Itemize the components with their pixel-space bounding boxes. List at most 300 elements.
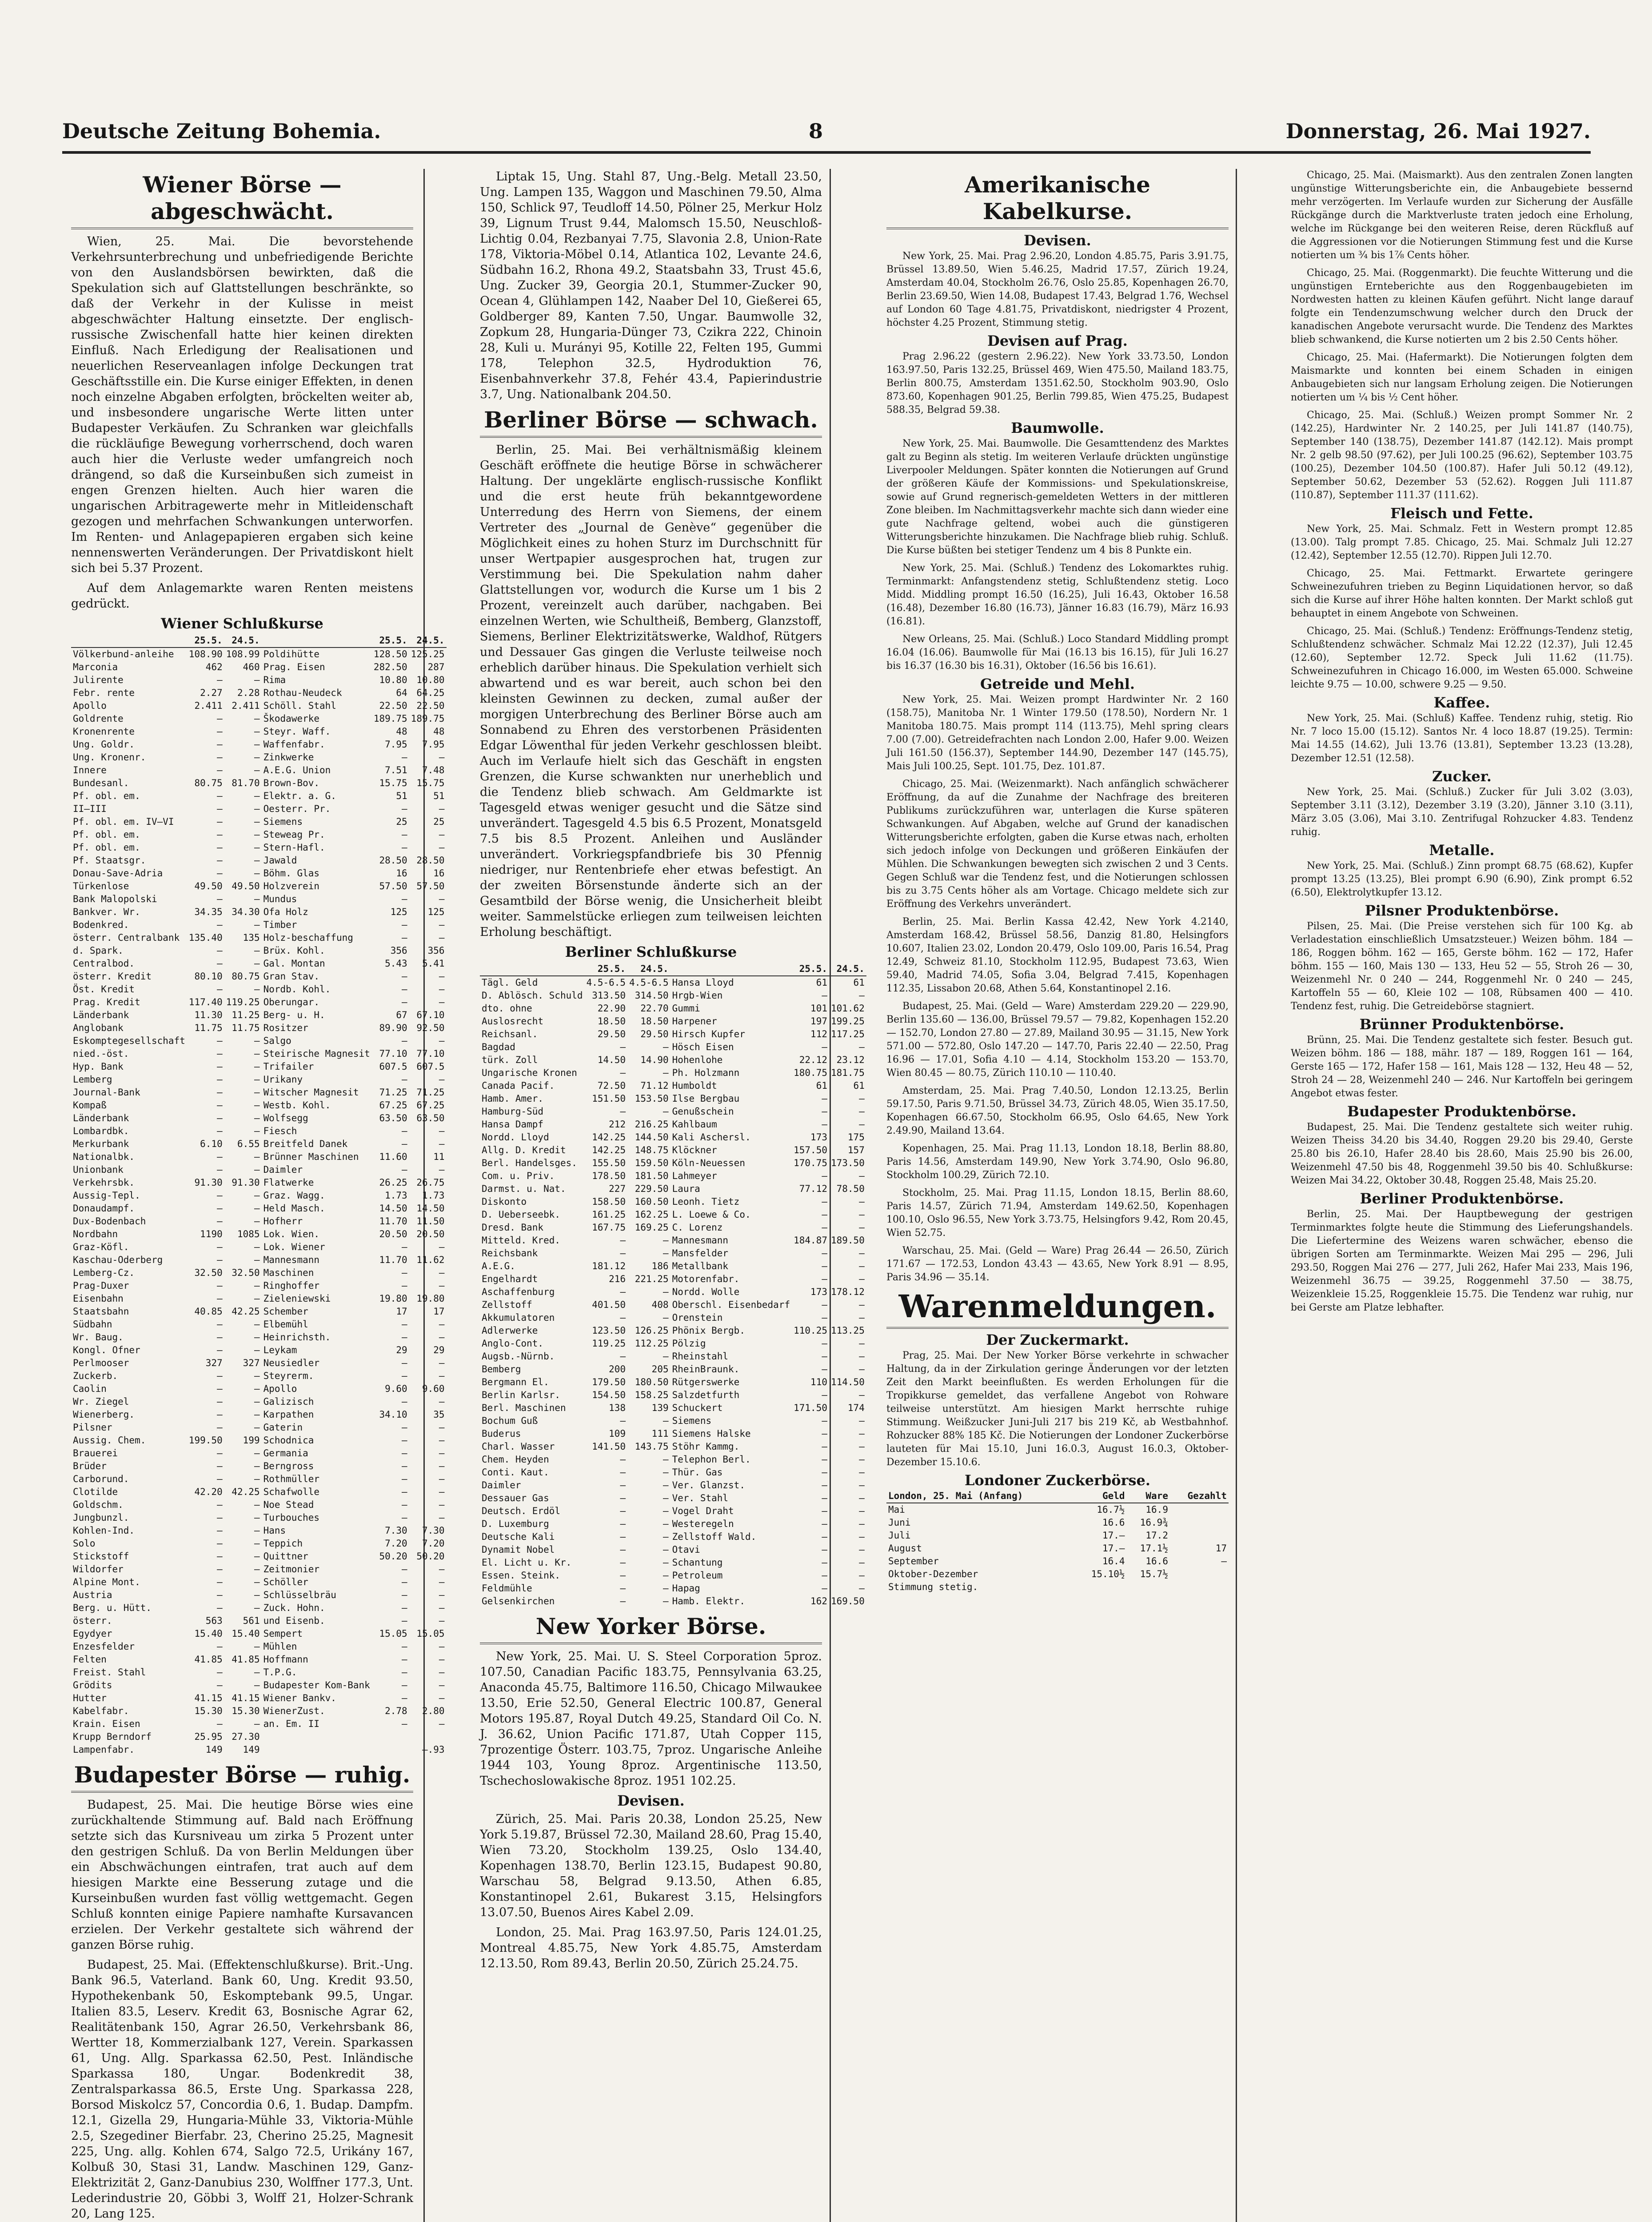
- table-cell: 7.30: [385, 1525, 407, 1536]
- table-cell: —: [822, 1506, 827, 1516]
- article-paragraph: New York, 25. Mai. Schmalz. Fett in Western prompt 12.85 (13.00). Talg prompt 7.85. Chicago, 25. Mai. Schmalz Juli 12.27 (12.42), September 12.55 (12.70). Rippen Juli 12.70.: [1291, 524, 1633, 561]
- article-paragraph: Berlin, 25. Mai. Bei verhältnismäßig kleinem Geschäft eröffnete die heutige Börse in schwächerer Haltung. Der ungeklärte englisch-russische Konflikt und die erst heute früh bekanntgewordene Unterredung des Herrn von Siemens, der einem Vertreter des „Journal de Genève“ gegenüber die Möglichkeit eines zu hohen Sturz im Durchschnitt für unser Wertpapier ausgesprochen hat, trugen zur Verstimmung bei. Die Spekulation nahm daher Glattstellungen vor, wodurch die Kurse um 1 bis 2 Prozent, vereinzelt auch darüber, nachgaben. Bei einzelnen Werten, wie Schultheiß, Bemberg, Glanzstoff, Siemens, Berliner Elektrizitätswerke, Waldhof, Rütgers und Dessauer Gas gingen die Verluste teilweise noch erheblich darüber hinaus. Die Spekulation verhielt sich abwartend und es war bereit, auch schon bei den kleinsten Gewinnen zu decken, zumal außer der morgigen Unterbrechung des Berliner Börse auch am Sonnabend zu Ehren des verstorbenen Präsidenten Edgar Löwenthal für jeden Verkehr geschlossen bleibt. Auch im Verlaufe hielt sich das Geschäft in engsten Grenzen, die Kurse schwankten nur unerheblich und die Tendenz blieb schwach. Am Geldmarkte ist Tagesgeld etwas weniger gesucht und die Sätze sind unverändert. Tagesgeld 4.5 bis 6.5 Prozent, Monatsgeld 7.5 bis 8.5 Prozent. Anleihen und Ausländer unverändert. Vorkriegspfandbriefe bis 30 Pfennig niedriger, nur Rentenbriefe eher etwas befestigt. An der zweiten Börsenstunde änderte sich an der Gesamtbild der Börse wenig, die Unsicherheit bleibt weiter. Sammelstücke erliegen zum teilweisen leichten Erholung beschäftigt.: [480, 443, 822, 939]
- table-cell: —: [254, 1164, 260, 1175]
- table-cell: —: [402, 1603, 407, 1613]
- table-cell: —: [822, 1441, 827, 1452]
- article-paragraph: Wien, 25. Mai. Die bevorstehende Verkehrsunterbrechung und unbefriedigende Berichte von den Auslandsbörsen bewirkten, daß die Spekulation sich auf Glattstellungen beschränkte, so daß der Verkehr in der Kulisse in meist abgeschwächter Haltung einsetzte. Der englisch-russische Zwischenfall hatte hier keinen direkten Einfluß. Nach Erledigung der Realisationen und neuerlichen Reserveanlagen infolge Deckungen trat Geschäftsstille ein. Die Kurse einiger Effekten, in denen noch einzelne Abgaben erfolgten, bröckelten weiter ab, und insbesondere ungarische Werte litten unter Budapester Verkäufen. Zu Schranken war gleichfalls die rückläufige Bewegung vorherrschend, doch waren auch hier die Verluste weder umfangreich noch drängend, so daß die Kurseinbußen sich zumeist in engen Grenzen hielten. Auch hier waren die ungarischen Arbitragewerte mehr in Mitleidenschaft gezogen und mehrfachen Schwankungen unterworfen. Im Renten- und Anlagepapieren ergaben sich keine nennenswerten Veränderungen. Der Privatdiskont hielt sich bei 5.37 Prozent.: [71, 235, 413, 575]
- table-cell: —: [1221, 1556, 1227, 1567]
- masthead-date: Donnerstag, 26. Mai 1927.: [1285, 119, 1591, 143]
- table-row: [886, 1503, 1229, 1516]
- table-cell: —: [254, 919, 260, 930]
- table-cell: Gelsenkirchen: [482, 1596, 555, 1607]
- table-cell: 563: [205, 1615, 223, 1626]
- table-cell: —: [217, 919, 223, 930]
- table-row: [480, 1389, 866, 1402]
- table-cell: Auslosrecht: [482, 1016, 544, 1027]
- table-cell: —: [217, 765, 223, 775]
- table-cell: —: [859, 1480, 865, 1491]
- table-cell: 153.50: [634, 1093, 669, 1104]
- table-cell: —: [402, 1564, 407, 1575]
- table-cell: Lemberg-Cz.: [73, 1267, 135, 1278]
- table-cell: 20.50: [379, 1229, 407, 1239]
- table-cell: Berlin Karlsr.: [482, 1390, 561, 1400]
- table-cell: —: [620, 1042, 626, 1052]
- table-cell: —: [254, 1590, 260, 1600]
- table-cell: 28.50: [416, 855, 445, 866]
- table-row: [71, 1305, 447, 1318]
- table-cell: 72.50: [597, 1080, 626, 1091]
- table-cell: Hansa Lloyd: [672, 977, 734, 988]
- subheading-kaffee: Kaffee.: [1433, 694, 1490, 711]
- table-cell: Kahlbaum: [672, 1119, 717, 1130]
- table-cell: Berl. Handelsges.: [482, 1158, 577, 1168]
- table-cell: —: [859, 1467, 865, 1478]
- table-cell: —: [402, 894, 407, 904]
- table-cell: —: [822, 1570, 827, 1581]
- table-row: [480, 1299, 866, 1311]
- table-cell: Telephon Berl.: [672, 1454, 751, 1465]
- table-cell: Pf. Staatsgr.: [73, 855, 146, 866]
- table-cell: 287: [427, 662, 445, 672]
- table-cell: —: [859, 1454, 865, 1465]
- table-cell: —: [439, 1680, 445, 1690]
- table-cell: 167.75: [592, 1222, 626, 1233]
- table-cell: —: [217, 868, 223, 879]
- table-cell: 158.25: [634, 1390, 669, 1400]
- table-cell: —: [822, 1248, 827, 1259]
- table-cell: —: [439, 829, 445, 840]
- table-cell: Journal-Bank: [73, 1087, 140, 1098]
- table-cell: —: [662, 1454, 669, 1465]
- table-row: [71, 1009, 447, 1022]
- table-cell: Kompaß: [73, 1100, 107, 1111]
- table-cell: —: [859, 1209, 865, 1220]
- table-cell: 18.50: [640, 1016, 669, 1027]
- table-cell: 221.25: [634, 1274, 669, 1284]
- table-cell: 128.50: [373, 649, 407, 659]
- table-row: [71, 1692, 447, 1705]
- table-cell: 16: [396, 868, 407, 879]
- table-cell: —: [822, 1557, 827, 1568]
- table-cell: —: [254, 803, 260, 814]
- table-row: [71, 1679, 447, 1692]
- table-cell: Kohlen-Ind.: [73, 1525, 135, 1536]
- table-cell: —: [859, 1338, 865, 1349]
- table-cell: Hohenlohe: [672, 1055, 723, 1065]
- table-cell: —: [254, 1100, 260, 1111]
- table-cell: —: [620, 1312, 626, 1323]
- table-cell: Dessauer Gas: [482, 1493, 549, 1503]
- article-paragraph: Chicago, 25. Mai. (Weizenmarkt). Nach anfänglich schwächerer Eröffnung, da auf die Zunahme der Nachfrage des breiteren Publikums zurückzuführen war, unterlagen die Kurse späteren Schwankungen. Auf Abgaben, welche auf Grund der kanadischen Witterungsberichte erfolgten, gaben die Kurse etwas nach, erholten sich jedoch infolge von Deckungen und größeren Einkäufen der Mühlen. Die Schwankungen bewegten sich zwischen 2 und 3 Cents. Gegen Schluß war die Tendenz fest, und die Notierungen schlossen bis zu 3.75 Cents höher als am Vortage. Chicago meldete sich zur Eröffnung des Verkehrs unverändert.: [886, 779, 1229, 910]
- table-cell: 149: [243, 1744, 260, 1755]
- table-cell: Akkumulatoren: [482, 1312, 555, 1323]
- table-cell: —: [439, 1512, 445, 1523]
- table-cell: —: [254, 894, 260, 904]
- table-cell: 11.75: [194, 1023, 223, 1033]
- article-paragraph: Budapest, 25. Mai. (Effektenschlußkurse). Brit.-Ung. Bank 96.5, Vaterland. Bank 60, Ung. Kredit 93.50, Hypothekenbank 50, Eskomptebank 99.5, Ungar. Italien 83.5, Leserv. Kredit 63, Bosnische Agrar 62, Realitätenbank 150, Agrar 26.50, Verkehrsbank 86, Wertter 18, Kommerzialbank 127, Verein. Sparkassen 61, Ung. Allg. Sparkassa 62.50, Pest. Inländische Sparkassa 180, Ungar. Bodenkredit 38, Zentralsparkassa 86.5, Erste Ung. Sparkassa 228, Borsod Miskolcz 57, Concordia 0.6, 1. Budap. Dampfm. 12.1, Gizella 29, Hungaria-Mühle 33, Viktoria-Mühle 2.5, Szegediner Bierfabr. 23, Cherino 25.25, Magnesit 225, Ung. allg. Kohlen 674, Salgo 72.5, Urikány 167, Kolbuß 30, Stasi 31, Landw. Maschinen 129, Ganz-Elektrizität 2, Ganz-Danubius 230, Wolffner 177.3, Unt. Lederindustrie 20, Göbbi 3, Wolff 21, Holzer-Schrank 20, Lang 125.: [71, 1958, 413, 2221]
- table-cell: —: [254, 1525, 260, 1536]
- table-cell: —: [859, 1042, 865, 1052]
- table-cell: —: [254, 1293, 260, 1304]
- table-cell: 7.95: [385, 739, 407, 750]
- table-cell: [1170, 1529, 1229, 1542]
- table-cell: Zieleniewski: [263, 1293, 331, 1304]
- table-row: [71, 1421, 447, 1434]
- table-cell: Bergmann El.: [482, 1377, 549, 1387]
- table-cell: —: [217, 1538, 223, 1549]
- table-cell: 181.50: [634, 1171, 669, 1181]
- table-cell: Zuckerb.: [73, 1371, 118, 1381]
- subheading-fleisch-und-fette: Fleisch und Fette.: [1390, 505, 1533, 522]
- table-cell: 15.75: [416, 778, 445, 788]
- table-cell: Maschinen: [263, 1267, 314, 1278]
- table-cell: —: [620, 1467, 626, 1478]
- table-cell: Salgo: [263, 1035, 291, 1046]
- table-cell: 71.25: [416, 1087, 445, 1098]
- table-cell: Brüx. Kohl.: [263, 945, 325, 956]
- table-cell: 178.12: [830, 1287, 865, 1297]
- table-cell: 174: [847, 1403, 865, 1413]
- table-cell: —: [439, 1358, 445, 1368]
- table-cell: Hapag: [672, 1583, 700, 1594]
- table-cell: Feldmühle: [482, 1583, 532, 1594]
- table-cell: Lahmeyer: [672, 1171, 717, 1181]
- table-cell: —: [217, 1126, 223, 1136]
- table-cell: —: [254, 1280, 260, 1291]
- table-cell: —: [859, 1106, 865, 1117]
- table-cell: Rheinstahl: [672, 1351, 729, 1362]
- table-cell: —: [822, 1106, 827, 1117]
- table-cell: 14.50: [416, 1203, 445, 1214]
- table-cell: —: [439, 1667, 445, 1678]
- table-cell: Alpine Mont.: [73, 1577, 140, 1587]
- table-cell: Phönix Bergb.: [672, 1325, 745, 1336]
- table-cell: Juni: [888, 1517, 911, 1528]
- table-cell: —.93: [422, 1744, 445, 1755]
- article-paragraph: New York, 25. Mai. Baumwolle. Die Gesamttendenz des Marktes galt zu Beginn als stetig. Im weiteren Verlaufe drückten ungünstige Liverpooler Meldungen. Später konnten die Notierungen auf Grund der größeren Käufe der Kommissions- und Spekulationskreise, sowie auf Grund regnerisch-gemeldeten Wetters in der mittleren Zone bleiben. Im Nachmittagsverkehr machte sich dann wieder eine gute Nachfrage geltend, wobei auch die günstigeren Witterungsberichte hinzukamen. Die Nachfrage blieb ruhig. Schluß. Die Kurse büßten bei stetiger Tendenz um 4 bis 8 Punkte ein.: [886, 438, 1229, 556]
- table-cell: —: [217, 894, 223, 904]
- table-cell: 17.2: [1145, 1530, 1168, 1541]
- table-row: [71, 1743, 447, 1756]
- table-cell: Bochum Guß: [482, 1415, 538, 1426]
- table-cell: Juli: [888, 1530, 911, 1541]
- table-cell: Pf. obl. em. IV—VI: [73, 816, 174, 827]
- table-cell: Otavi: [672, 1544, 700, 1555]
- table-cell: Salzdetfurth: [672, 1390, 740, 1400]
- table-row: [71, 1318, 447, 1331]
- table-cell: —: [439, 752, 445, 763]
- table-cell: 22.50: [379, 700, 407, 711]
- table-cell: 81.70: [231, 778, 260, 788]
- table-cell: Kaschau-Oderberg: [73, 1255, 163, 1265]
- table-cell: —: [402, 1267, 407, 1278]
- table-cell: 63.50: [379, 1113, 407, 1123]
- table-cell: Hoffmann: [263, 1654, 308, 1665]
- table-cell: 71.12: [640, 1080, 669, 1091]
- table-cell: —: [254, 1255, 260, 1265]
- table-row: [71, 1524, 447, 1537]
- table-cell: 4.5-6.5: [586, 977, 626, 988]
- table-cell: 77.10: [379, 1048, 407, 1059]
- table-cell: 313.50: [592, 990, 626, 1001]
- table-cell: Steyrerm.: [263, 1371, 314, 1381]
- table-cell: Schember: [263, 1306, 308, 1317]
- table-cell: —: [662, 1531, 669, 1542]
- table-cell: —: [402, 1487, 407, 1497]
- table-row: [480, 1453, 866, 1466]
- table-cell: Westb. Kohl.: [263, 1100, 331, 1111]
- article-paragraph: Budapest, 25. Mai. Die Tendenz gestaltete sich weiter ruhig. Weizen Theiss 34.20 bis 34.40, Roggen 29.20 bis 29.40, Gerste 25.80 bis 26.10, Hafer 28.40 bis 28.60, Mais 25.90 bis 26.00, Weizenmehl 47.50 bis 48, Roggenmehl 39.50 bis 40. Schlußkurse: Weizen Mai 34.22, Oktober 30.48, Roggen 25.48, Mais 25.20.: [1291, 1122, 1633, 1186]
- table-cell: 14.90: [640, 1055, 669, 1065]
- table-cell: 11: [433, 1151, 445, 1162]
- table-cell: Clotilde: [73, 1487, 118, 1497]
- table-row: [71, 1576, 447, 1589]
- table-cell: Schöller: [263, 1577, 308, 1587]
- article-paragraph: New York, 25. Mai. (Schluß.) Zinn prompt 68.75 (68.62), Kupfer prompt 13.25 (13.25), Blei prompt 6.90 (6.90), Zink prompt 6.52 (6.50), Elektrolytkupfer 13.12.: [1291, 860, 1633, 898]
- table-cell: —: [439, 1164, 445, 1175]
- table-cell: Rothmüller: [263, 1474, 320, 1484]
- table-cell: Enzesfelder: [73, 1641, 135, 1652]
- table-cell: 15.05: [379, 1628, 407, 1639]
- table-cell: T.P.G.: [263, 1667, 297, 1678]
- table-cell: Krain. Eisen: [73, 1718, 140, 1729]
- table-cell: nied.-öst.: [73, 1048, 129, 1059]
- table-cell: D. Ablösch. Schuld: [482, 990, 583, 1001]
- column-1: [71, 169, 445, 2222]
- table-cell: —: [439, 1654, 445, 1665]
- table-cell: Berngross: [263, 1461, 314, 1471]
- table-cell: Hösch Eisen: [672, 1042, 734, 1052]
- table-cell: Länderbank: [73, 1113, 129, 1123]
- table-row: [71, 957, 447, 970]
- table-cell: 41.15: [231, 1693, 260, 1703]
- table-cell: 67.25: [379, 1100, 407, 1111]
- table-cell: Holzverein: [263, 881, 320, 891]
- table-cell: —: [822, 1544, 827, 1555]
- table-cell: 25: [433, 816, 445, 827]
- table-cell: 462: [205, 662, 223, 672]
- table-cell: 49.50: [194, 881, 223, 891]
- table-cell: Pf. obl. em.: [73, 791, 140, 801]
- table-cell: 173: [810, 1132, 827, 1143]
- table-row: [480, 1131, 866, 1144]
- table-cell: —: [402, 1396, 407, 1407]
- table-cell: Prag-Duxer: [73, 1280, 129, 1291]
- table-cell: 29.50: [597, 1029, 626, 1039]
- table-cell: Türkenlose: [73, 881, 129, 891]
- table-cell: —: [620, 1480, 626, 1491]
- table-cell: —: [254, 1203, 260, 1214]
- table-row: [480, 1015, 866, 1028]
- article-paragraph: Stockholm, 25. Mai. Prag 11.15, London 18.15, Berlin 88.60, Paris 14.57, Zürich 71.94, Amsterdam 149.62.50, Kopenhagen 100.10, Oslo 96.55, New York 3.73.75, Helsingfors 9.42, Rom 20.45, Wien 52.75.: [886, 1187, 1229, 1239]
- table-cell: —: [822, 1261, 827, 1271]
- table-cell: —: [217, 1680, 223, 1690]
- table-cell: —: [254, 675, 260, 685]
- table-row: [480, 1569, 866, 1582]
- table-cell: —: [254, 1461, 260, 1471]
- table-cell: —: [402, 1448, 407, 1459]
- table-cell: —: [254, 1409, 260, 1420]
- table-cell: —: [217, 842, 223, 853]
- table-row: [71, 1602, 447, 1615]
- table-cell: 15.10½: [1091, 1569, 1125, 1579]
- table-cell: 157: [847, 1145, 865, 1155]
- table-cell: 229.50: [634, 1183, 669, 1194]
- table-cell: 80.10: [194, 971, 223, 982]
- heading-budapester-boerse: Budapester Börse — ruhig.: [71, 1762, 413, 1793]
- table-cell: —: [822, 1351, 827, 1362]
- table-cell: —: [620, 1519, 626, 1529]
- table-cell: Motorenfabr.: [672, 1274, 740, 1284]
- table-cell: —: [859, 1544, 865, 1555]
- table-cell: Brauerei: [73, 1448, 118, 1459]
- masthead-page-number: 8: [809, 119, 823, 143]
- table-cell: Adlerwerke: [482, 1325, 538, 1336]
- table-cell: Schöll. Stahl: [263, 700, 336, 711]
- table-cell: Charl. Wasser: [482, 1441, 555, 1452]
- table-row: [71, 687, 447, 699]
- table-cell: —: [217, 1603, 223, 1613]
- table-row: [480, 1157, 866, 1170]
- table-cell: 80.75: [194, 778, 223, 788]
- table-cell: Schantung: [672, 1557, 723, 1568]
- table-cell: —: [620, 1106, 626, 1117]
- table-row: [480, 1247, 866, 1260]
- table-cell: —: [822, 1222, 827, 1233]
- table-cell: Augsb.-Nürnb.: [482, 1351, 555, 1362]
- table-cell: 49.50: [231, 881, 260, 891]
- table-cell: —: [217, 1255, 223, 1265]
- table-cell: Berl. Maschinen: [482, 1403, 566, 1413]
- table-cell: —: [822, 1493, 827, 1503]
- table-cell: August: [888, 1543, 922, 1554]
- table-cell: —: [822, 1196, 827, 1207]
- table-cell: —: [402, 1654, 407, 1665]
- table-cell: 189.50: [830, 1235, 865, 1246]
- table-header-row: 25.5. 24.5. 25.5. 24.5.: [71, 634, 447, 647]
- table-cell: 117.40: [188, 997, 223, 1007]
- table-cell: —: [822, 1364, 827, 1375]
- table-cell: Škodawerke: [263, 713, 320, 724]
- table-cell: 143.75: [634, 1441, 669, 1452]
- table-cell: 26.75: [416, 1177, 445, 1188]
- table-cell: 460: [243, 662, 260, 672]
- article-paragraph: Warschau, 25. Mai. (Geld — Ware) Prag 26.44 — 26.50, Zürich 171.67 — 172.53, London 43.43 — 43.65, New York 8.91 — 8.95, Paris 34.96 — 35.14.: [886, 1245, 1229, 1283]
- table-cell: Hrgb-Wien: [672, 990, 723, 1001]
- table-row: [71, 1537, 447, 1550]
- table-cell: 141.50: [592, 1441, 626, 1452]
- table-row: [480, 1092, 866, 1105]
- table-cell: 27.30: [231, 1731, 260, 1742]
- table-cell: Dynamit Nobel: [482, 1544, 555, 1555]
- table-cell: Bagdad: [482, 1042, 515, 1052]
- table-cell: —: [662, 1248, 669, 1259]
- table-cell: —: [254, 1680, 260, 1690]
- table-cell: dto. ohne: [482, 1003, 532, 1014]
- table-cell: 77.12: [799, 1183, 827, 1194]
- table-row: [480, 1079, 866, 1092]
- table-cell: —: [439, 842, 445, 853]
- table-cell: 28.50: [379, 855, 407, 866]
- table-cell: Felten: [73, 1654, 107, 1665]
- article-paragraph: Chicago, 25. Mai. (Roggenmarkt). Die feuchte Witterung und die ungünstigen Ernteberichte aus den Roggenbaugebieten im Nordwesten hatten zu kleinen Käufen geführt. Nicht lange darauf folgte ein Tendenzumschwung welcher durch den Druck der kanadischen Angebote verursacht wurde. Die Tendenz des Marktes blieb schwankend, die Kurse notierten um 2 bis 2.50 Cents höher.: [1291, 268, 1633, 345]
- table-cell: —: [402, 1577, 407, 1587]
- table-row: [480, 1492, 866, 1505]
- table-cell: Canada Pacif.: [482, 1080, 555, 1091]
- table-cell: 327: [243, 1358, 260, 1368]
- table-cell: 282.50: [373, 662, 407, 672]
- table-row: [71, 751, 447, 764]
- table-cell: 91.30: [194, 1177, 223, 1188]
- table-cell: 9.60: [422, 1383, 445, 1394]
- table-cell: —: [662, 1351, 669, 1362]
- table-row: [71, 1241, 447, 1254]
- table-cell: —: [217, 829, 223, 840]
- berliner-schlusskurse-table: [480, 963, 866, 1608]
- table-cell: —: [859, 1519, 865, 1529]
- table-cell: Hamburg-Süd: [482, 1106, 544, 1117]
- table-cell: —: [254, 855, 260, 866]
- table-cell: —: [439, 1371, 445, 1381]
- table-cell: —: [217, 1718, 223, 1729]
- table-cell: Schlüsselbräu: [263, 1590, 336, 1600]
- table-cell: 11.50: [416, 1216, 445, 1227]
- table-cell: —: [859, 1441, 865, 1452]
- subheading-baumwolle: Baumwolle.: [1011, 420, 1104, 436]
- article-paragraph: Chicago, 25. Mai. (Schluß.) Tendenz: Eröffnungs-Tendenz stetig, Schlußtendenz schwächer. Schmalz Mai 12.22 (12.37), Juli 12.45 (12.60), September 12.72. Speck Juli 11.62 (11.75). Schweinezufuhren in Chicago 16.000, im Westen 65.000. Schweine leichte 9.75 — 10.00, schwere 9.25 — 9.50.: [1291, 626, 1633, 690]
- table-cell: —: [859, 1493, 865, 1503]
- table-cell: 180.50: [634, 1377, 669, 1387]
- table-cell: Germania: [263, 1448, 308, 1459]
- table-cell: Fiesch: [263, 1126, 297, 1136]
- table-cell: Mundus: [263, 894, 297, 904]
- table-cell: —: [402, 919, 407, 930]
- table-cell: —: [217, 1551, 223, 1562]
- table-cell: —: [402, 1474, 407, 1484]
- table-cell: Zeitmonier: [263, 1564, 320, 1575]
- table-cell: —: [217, 739, 223, 750]
- table-cell: —: [439, 1332, 445, 1343]
- table-cell: 71.25: [379, 1087, 407, 1098]
- table-title-wiener-schlusskurse: Wiener Schlußkurse: [161, 615, 323, 632]
- table-cell: —: [402, 1332, 407, 1343]
- table-cell: 2.80: [422, 1706, 445, 1716]
- article-paragraph: London, 25. Mai. Prag 163.97.50, Paris 124.01.25, Montreal 4.85.75, New York 4.85.75, Amsterdam 12.13.50, Rom 89.43, Berlin 20.50, Zürich 25.24.75.: [480, 1926, 822, 1970]
- table-cell: 22.90: [597, 1003, 626, 1014]
- table-cell: —: [439, 1074, 445, 1085]
- table-cell: Ung. Kronenr.: [73, 752, 146, 763]
- table-cell: Wr. Baug.: [73, 1332, 124, 1343]
- table-cell: 161.25: [592, 1209, 626, 1220]
- table-cell: —: [402, 1718, 407, 1729]
- subheading-zuckermarkt: Der Zuckermarkt.: [986, 1331, 1129, 1348]
- table-cell: 114.50: [830, 1377, 865, 1387]
- table-cell: —: [822, 1093, 827, 1104]
- table-cell: —: [402, 971, 407, 982]
- subheading-devisen: Devisen.: [1024, 232, 1091, 249]
- table-row: [480, 1531, 866, 1543]
- table-row: [71, 1383, 447, 1395]
- table-cell: 51: [433, 791, 445, 801]
- table-cell: [409, 1730, 447, 1743]
- table-cell: —: [402, 1035, 407, 1046]
- table-cell: —: [217, 1383, 223, 1394]
- table-cell: 175: [847, 1132, 865, 1143]
- table-cell: 1085: [237, 1229, 260, 1239]
- table-cell: —: [254, 1448, 260, 1459]
- table-cell: —: [859, 1415, 865, 1426]
- table-cell: Lampenfabr.: [73, 1744, 135, 1755]
